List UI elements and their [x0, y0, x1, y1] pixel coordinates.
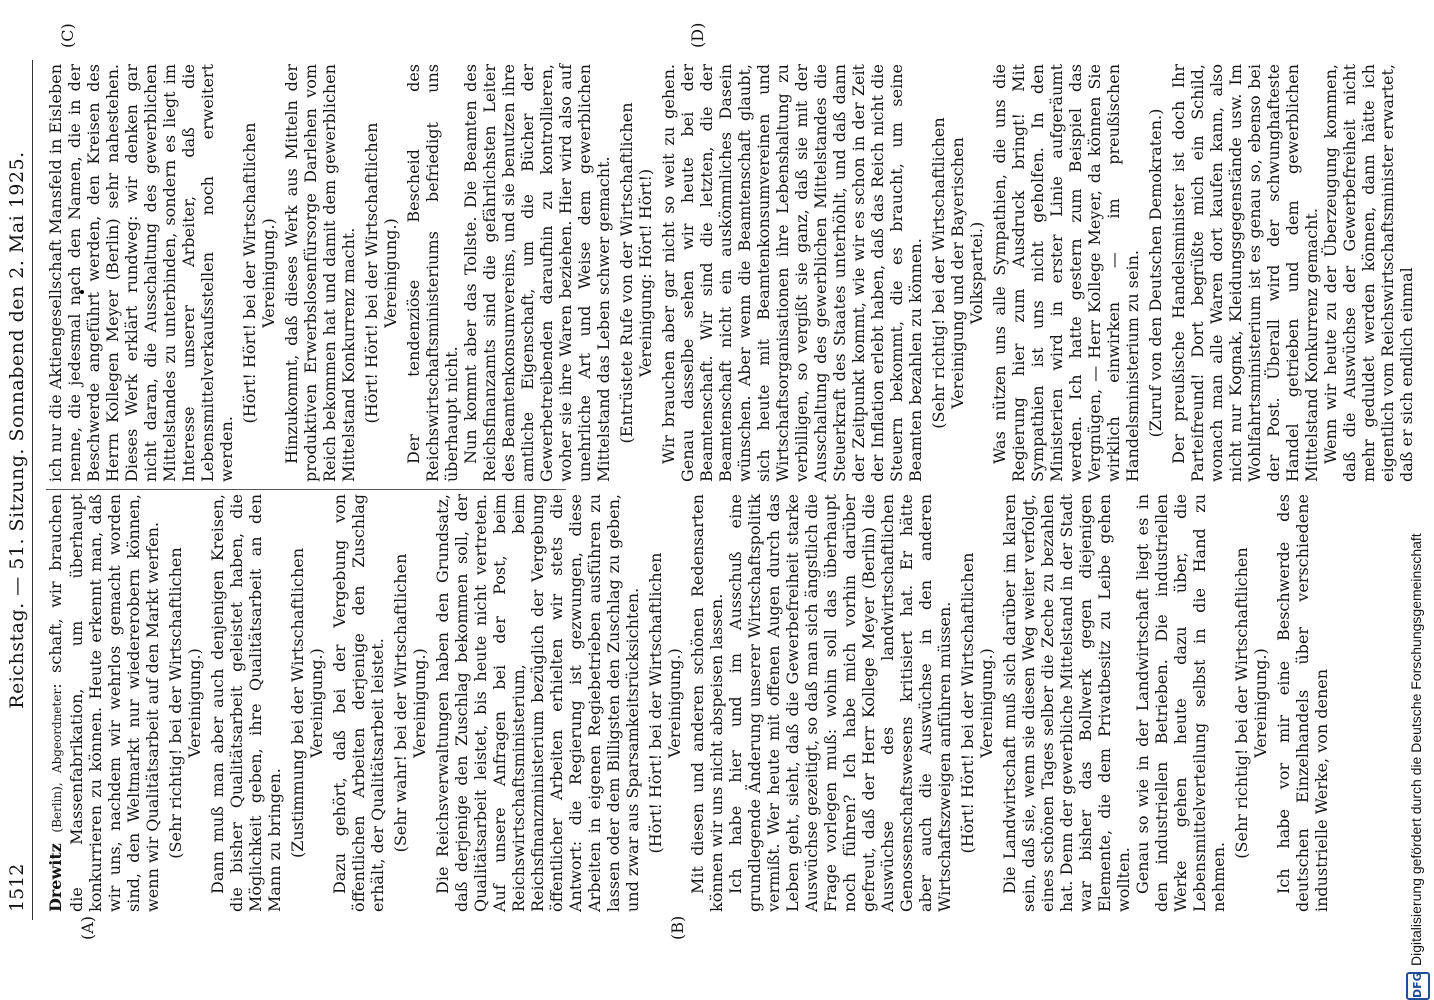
- paragraph: Mit diesen und anderen schönen Redensarten können wir uns nicht abspeisen lassen.: [688, 494, 726, 912]
- dfg-logo: DFG: [1406, 972, 1430, 1000]
- speaker-meta: (Berlin), Abgeordneter: [50, 688, 64, 833]
- margin-letter-d: (D): [688, 22, 707, 48]
- paragraph: Wenn wir heute zu der Überzeugung kommen, daß die Auswüchse der Gewerbefreiheit nicht mehr geduldet werden können, dann hätte ich eigentlich vom Reichswirtschaftsminister erwartet, daß er sich endlich einmal: [1321, 64, 1416, 482]
- interjection: (Sehr richtig! bei der Wirtschaftlichen Vereinigung.): [1232, 547, 1270, 859]
- interjection: (Hört! Hört! bei der Wirtschaftlichen Vereinigung.): [958, 552, 996, 854]
- margin-letter-b: (B): [668, 915, 687, 940]
- running-title: Reichstag. — 51. Sitzung. Sonnabend den 2. Mai 1925.: [6, 151, 28, 709]
- paragraph: Was nützen uns alle Sympathien, die uns die Regierung hier zum Ausdruck bringt! Mit Sympathien ist uns nicht geholfen. In den Ministerien wird in erster Linie aufgeräumt werden. Ich hatte gestern zum Beispiel das Vergnügen, — Herr Kollege Meyer, da können Sie wirklich einwirken — im preußischen Handelsministerium zu sein.: [990, 64, 1142, 482]
- paragraph: Der preußische Handelsminister ist doch Ihr Parteifreund! Dort begrüßte mich ein Schild, wonach man alle Waren dort kaufen kann, also nicht nur Kognak, Kleidungsgegenstände usw. Im Wohlfahrtsministerium ist es genau so, ebenso bei der Post. Überall wird der schwunghafteste Handel getrieben und dem gewerblichen Mittelstand Konkurrenz gemacht.: [1169, 64, 1321, 482]
- interjection: (Sehr wahr! bei der Wirtschaftlichen Vereinigung.): [391, 553, 429, 853]
- right-column: [46, 64, 1416, 482]
- digitization-credit: [1404, 0, 1434, 1000]
- interjection: (Hört! Hört! bei der Wirtschaftlichen Vereinigung.): [240, 122, 278, 424]
- interjection: (Hört! Hört! bei der Wirtschaftlichen Vereinigung.): [646, 552, 684, 854]
- paragraph: Dazu gehört, daß bei der Vergebung von öffentlichen Arbeiten derjenige den Zuschlag erhält, der Qualitätsarbeit leistet.: [330, 494, 387, 912]
- interjection: (Zuruf von den Deutschen Demokraten.): [1146, 108, 1165, 438]
- interjection: (Sehr richtig! bei der Wirtschaftlichen Vereinigung und der Bayerischen Volkspartei.): [929, 117, 986, 429]
- page-header: [0, 0, 30, 1000]
- paragraph: Genau so wie in der Landwirtschaft liegt es in den industriellen Betrieben. Die industriellen Werke gehen heute dazu über, die Lebensmittelverteilung selbst in die Hand zu nehmen.: [1133, 494, 1228, 912]
- page-number: 1512: [6, 863, 28, 912]
- paragraph-text: schaft, wir brauchen die Massenfabrikation, um überhaupt konkurrieren zu können. Heute erkennt man, daß wir uns, nachdem wir wehrlos gemacht worden sind, den Weltmarkt nur wiedererobern können, wenn wir Qualitätsarbeit auf den Markt werfen.: [46, 494, 162, 912]
- paragraph: Ich habe vor mir eine Beschwerde des deutschen Einzelhandels über verschiedene industrielle Werke, von denen: [1274, 494, 1331, 912]
- paragraph: Drewitz (Berlin), Abgeordneter: schaft, wir brauchen die Massenfabrikation, um überhaupt konkurrieren zu können. Heute erkennt man, daß wir uns, nachdem wir wehrlos gemacht worden sind, den Weltmarkt nur wiedererobern können, wenn wir Qualitätsarbeit auf den Markt werfen.: [46, 494, 162, 912]
- paragraph: Wir brauchen aber gar nicht so weit zu gehen. Genau dasselbe sehen wir heute bei der Beamtenschaft. Wir sind die letzten, die der Beamtenschaft nicht ein auskömmliches Dasein wünschen. Aber wenn die Beamtenschaft glaubt, sich heute mit Beamtenkonsumvereinen und Wirtschaftsorganisationen ihre Lebenshaltung zu verbilligen, so vergißt sie ganz, daß sie mit der Ausschaltung des gewerblichen Mittelstandes die Steuerkraft des Staates unterhöhlt, und daß dann der Zeitpunkt kommt, wie wir es schon in der Zeit der Inflation erlebt haben, daß das Reich nicht die Steuern bekommt, die es braucht, um seine Beamten bezahlen zu können.: [659, 64, 925, 482]
- interjection: (Hört! Hört! bei der Wirtschaftlichen Vereinigung.): [362, 122, 400, 424]
- speaker-name: Drewitz: [46, 843, 65, 912]
- interjection: (Entrüstete Rufe von der Wirtschaftlichen Vereinigung: Hört! Hört!): [617, 102, 655, 444]
- paragraph: Ich habe hier und im Ausschuß eine grundlegende Änderung unserer Wirtschaftspolitik vermißt. Wer heute mit offenen Augen durch das Leben geht, sieht, daß die Gewerbefreiheit starke Auswüchse gezeitigt, so daß man sich ängstlich die Frage vorlegen muß: wohin soll das überhaupt noch führen? Ich habe mich vorhin darüber gefreut, daß der Herr Kollege Meyer (Berlin) die Auswüchse des landwirtschaftlichen Genossenschaftswesens kritisiert hat. Er hätte aber auch die Auswüchse in den anderen Wirtschaftszweigen anführen müssen.: [726, 494, 954, 912]
- paragraph: Nun kommt aber das Tollste. Die Beamten des Reichsfinanzamts sind die gefährlichsten Leiter des Beamtenkonsumvereins, und sie benutzen ihre amtliche Eigenschaft, um die Bücher der Gewerbetreibenden daraufhin zu kontrollieren, woher sie ihre Waren beziehen. Hier wird also auf unehrliche Art und Weise dem gewerblichen Mittelstand das Leben schwer gemacht.: [461, 64, 613, 482]
- paragraph: Die Reichsverwaltungen haben den Grundsatz, daß derjenige den Zuschlag bekommen soll, der Qualitätsarbeit leistet, bis heute nicht vertreten. Auf unsere Anfragen bei der Post, beim Reichswirtschaftsministerium, beim Reichsfinanzministerium bezüglich der Vergebung öffentlicher Arbeiten erhielten wir stets die Antwort: die Regierung ist gezwungen, diese Arbeiten in eigenen Regiebetrieben ausführen zu lassen oder dem Billigsten den Zuschlag zu geben, und zwar aus Sparsamkeitsrücksichten.: [433, 494, 642, 912]
- left-column: [46, 494, 1376, 912]
- header-rule: [32, 60, 33, 920]
- margin-letter-c: (C): [58, 23, 77, 48]
- interjection: (Sehr richtig! bei der Wirtschaftlichen Vereinigung.): [166, 547, 204, 859]
- paragraph: Die Landwirtschaft muß sich darüber im klaren sein, daß sie, wenn sie diesen Weg weiter verfolgt, eines schönen Tages selber die Zeche zu bezahlen hat. Denn der gewerbliche Mittelstand in der Stadt war bisher das Bollwerk gegen diejenigen Elemente, die dem Privatbesitz zu Leibe gehen wollten.: [1000, 494, 1133, 912]
- margin-letter-a: (A): [78, 915, 97, 940]
- paragraph: ich nur die Aktiengesellschaft Mansfeld in Eisleben nenne, die jedesmal nach den Namen, die in der Beschwerde angeführt werden, den Kreisen des Herrn Kollegen Meyer (Berlin) sehr nahestehen. Dieses Werk erklärt rundweg: wir denken gar nicht daran, die Ausschaltung des gewerblichen Mittelstandes zu unterbinden, sondern es liegt im Interesse unserer Arbeiter, daß die Lebensmittelverkaufsstellen noch erweitert werden.: [46, 64, 236, 482]
- digitization-credit-text: Digitalisierung gefördert durch die Deutsche Forschungsgemeinschaft: [1408, 533, 1424, 966]
- paragraph: Dann muß man aber auch denjenigen Kreisen, die bisher Qualitätsarbeit geleistet haben, die Möglichkeit geben, ihre Qualitätsarbeit an den Mann zu bringen.: [208, 494, 284, 912]
- paragraph: Der tendenziöse Bescheid des Reichswirtschaftsministeriums befriedigt uns überhaupt nicht.: [404, 64, 461, 482]
- interjection: (Zustimmung bei der Wirtschaftlichen Vereinigung.): [288, 547, 326, 859]
- column-divider: [46, 489, 566, 490]
- paragraph: Hinzukommt, daß dieses Werk aus Mitteln der produktiven Erwerbslosenfürsorge Darlehen vom Reich bekommen hat und damit dem gewerblichen Mittelstand Konkurrenz macht.: [282, 64, 358, 482]
